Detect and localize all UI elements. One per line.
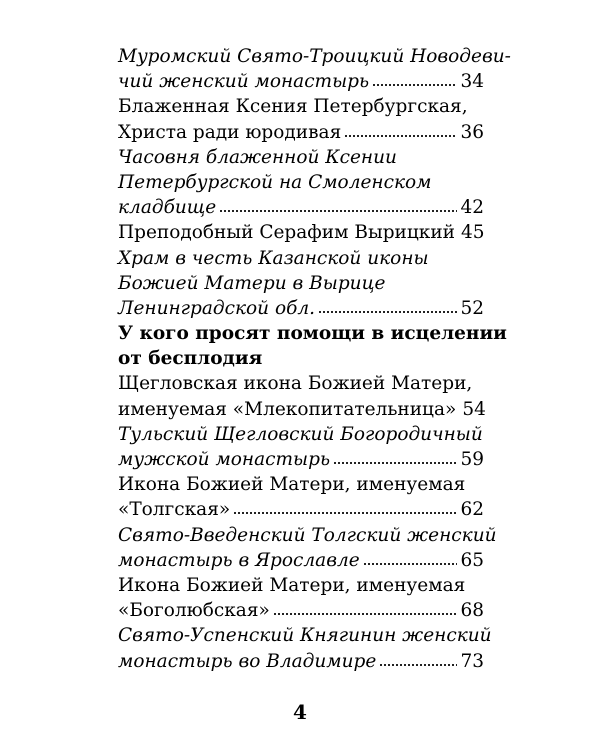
toc-entry-text: Тульский Щегловский Богородичный — [118, 423, 483, 445]
dot-leader — [333, 461, 457, 465]
dot-leader — [379, 663, 457, 667]
toc-page-number: 68 — [460, 600, 484, 622]
toc-entry-text: Муромский Свято-Троицкий Новодеви- — [118, 46, 511, 67]
toc-line — [118, 246, 484, 271]
dot-leader — [273, 612, 458, 616]
toc-entry-text: Преподобный Серафим Вырицкий — [118, 222, 455, 244]
toc-line — [118, 623, 492, 648]
toc-line — [118, 472, 484, 497]
toc-line — [118, 497, 484, 522]
toc-entry-text: «Боголюбская» — [118, 600, 270, 622]
dot-leader — [219, 209, 457, 213]
toc-page-number: 59 — [460, 449, 484, 470]
toc-entry-text: Икона Божией Матери, именуемая — [118, 474, 466, 496]
toc-line — [118, 321, 507, 346]
toc-line — [118, 447, 484, 472]
dot-leader — [344, 134, 457, 138]
toc-entry-text: Блаженная Ксения Петербургская, — [118, 96, 468, 118]
toc-entry-text: Часовня блаженной Ксении — [118, 146, 397, 168]
toc-entry-text: мужской монастырь — [118, 449, 331, 470]
toc-entry-text: Божией Матери в Вырице — [118, 272, 386, 294]
toc-page-number: 36 — [460, 121, 484, 143]
toc-entry-text: «Толгская» — [118, 499, 231, 521]
toc-entry-text: Петербургской на Смоленском — [118, 171, 432, 193]
toc-line — [118, 94, 484, 119]
toc-entry-text: Свято-Введенский Толгский женский — [118, 524, 497, 546]
toc-line — [118, 120, 484, 145]
toc-line — [118, 69, 484, 94]
toc-line — [118, 346, 484, 371]
toc-line — [118, 271, 484, 296]
toc-page-number: 62 — [460, 499, 484, 521]
toc-entry-text: Икона Божией Матери, именуемая — [118, 574, 466, 596]
toc-page-number: 42 — [460, 197, 484, 219]
dot-leader — [318, 310, 457, 314]
toc-line — [118, 649, 484, 674]
toc-entry-text: Ленинградской обл. — [118, 297, 316, 319]
toc-line — [118, 598, 484, 623]
toc-line — [118, 397, 484, 422]
toc-page-number: 73 — [460, 650, 484, 672]
toc-line — [118, 170, 484, 195]
toc-line — [118, 573, 484, 598]
toc-line — [118, 422, 484, 447]
toc-entry-text: У кого просят помощи в исцелении — [118, 323, 507, 345]
page-number: 4 — [293, 700, 307, 724]
toc-line — [118, 145, 484, 170]
toc-line — [118, 220, 484, 245]
toc-page-number: 54 — [462, 398, 486, 420]
toc-page-number: 34 — [460, 71, 484, 93]
toc-entry-text: Храм в честь Казанской иконы — [118, 247, 429, 269]
toc-line — [118, 371, 484, 396]
dot-leader — [363, 562, 458, 566]
toc-entry-text: Свято-Успенский Княгинин женский — [118, 625, 492, 647]
toc-entry-text: именуемая «Млекопитательница» — [118, 398, 457, 420]
toc-line — [118, 296, 484, 321]
toc-entry-text: от бесплодия — [118, 348, 263, 370]
dot-leader — [233, 511, 457, 515]
toc-line — [118, 548, 484, 573]
toc-page-number: 65 — [460, 549, 484, 571]
toc-entry-text: Щегловская икона Божией Матери, — [118, 373, 473, 395]
toc-page-number: 52 — [460, 297, 484, 319]
dot-leader — [372, 83, 457, 87]
toc-line — [118, 523, 497, 548]
toc-page-number: 45 — [461, 222, 485, 244]
toc-entry-text: кладбище — [118, 197, 217, 219]
toc-entry-text: Христа ради юродивая — [118, 121, 342, 143]
toc-entry-text: монастырь в Ярославле — [118, 549, 360, 571]
toc-line — [118, 195, 484, 220]
toc-entry-text: чий женский монастырь — [118, 71, 370, 93]
table-of-contents — [118, 44, 511, 674]
toc-line — [118, 44, 511, 69]
toc-entry-text: монастырь во Владимире — [118, 650, 377, 672]
